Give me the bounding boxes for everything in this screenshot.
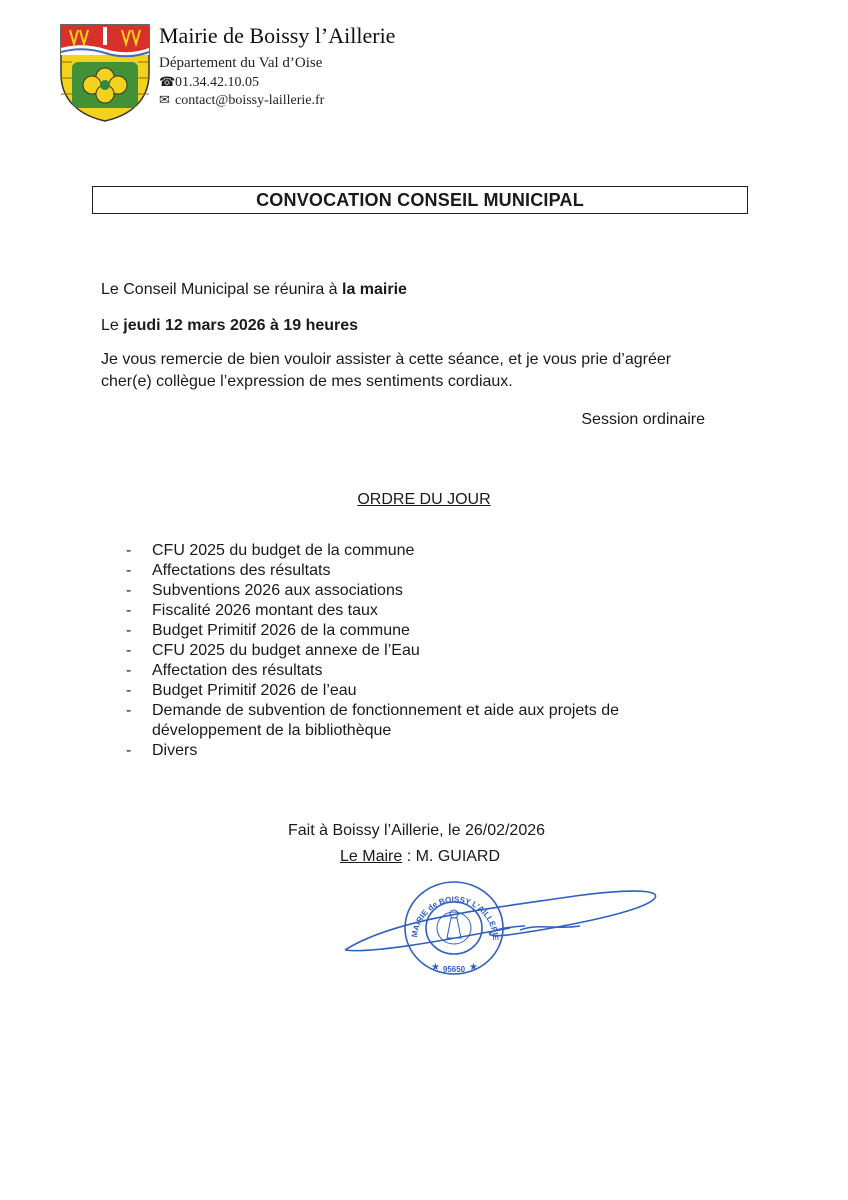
invitation-line-1: Je vous remercie de bien vouloir assister à cette séance, et je vous prie d’agréer [101,351,672,368]
coat-of-arms-logo [58,22,152,122]
agenda-heading: ORDRE DU JOUR [357,491,491,508]
session-type: Session ordinaire [581,411,705,428]
agenda-item: - Divers [126,741,686,761]
agenda-item: - Affectation des résultats [126,661,686,681]
phone-number: 01.34.42.10.05 [175,75,259,90]
town-hall-name: Mairie de Boissy l’Aillerie [159,23,396,48]
meeting-location: Le Conseil Municipal se réunira à la mairie [101,281,407,298]
svg-text:★: ★ [431,962,440,973]
email-line [159,91,489,109]
agenda-item: - Demande de subvention de fonctionnement et aide aux projets de développement de la bibliothèque [126,701,686,741]
agenda-item: - Budget Primitif 2026 de la commune [126,621,686,641]
svg-text:★: ★ [469,962,478,973]
official-stamp-and-signature [335,868,665,986]
agenda-item: - Affectations des résultats [126,561,686,581]
document-title: CONVOCATION CONSEIL MUNICIPAL [92,186,748,214]
stamp-text: MAIRIE de BOISSY L’AILLERIE [410,894,501,941]
mayor-line: Le Maire : M. GUIARD [340,848,501,865]
mayor-name: M. GUIARD [415,848,501,865]
meeting-date: Le jeudi 12 mars 2026 à 19 heures [101,317,359,334]
mayor-label: Le Maire [340,848,403,865]
phone-line [159,73,489,91]
agenda-item: - Budget Primitif 2026 de l’eau [126,681,686,701]
place-and-date: Fait à Boissy l’Aillerie, le 26/02/2026 [288,822,546,839]
agenda-item: - Subventions 2026 aux associations [126,581,686,601]
agenda-item: - CFU 2025 du budget de la commune [126,541,686,561]
agenda-item: - CFU 2025 du budget annexe de l’Eau [126,641,686,661]
agenda-list [126,541,686,761]
invitation-line-2: cher(e) collègue l’expression de mes sentiments cordiaux. [101,373,513,390]
stamp-postal-code: 95650 [442,965,466,974]
agenda-item: - Fiscalité 2026 montant des taux [126,601,686,621]
department-name: Département du Val d’Oise [159,55,323,71]
email-address: contact@boissy-laillerie.fr [175,93,325,108]
envelope-icon: ✉ [159,92,170,107]
telephone-icon: ☎ [159,74,176,89]
